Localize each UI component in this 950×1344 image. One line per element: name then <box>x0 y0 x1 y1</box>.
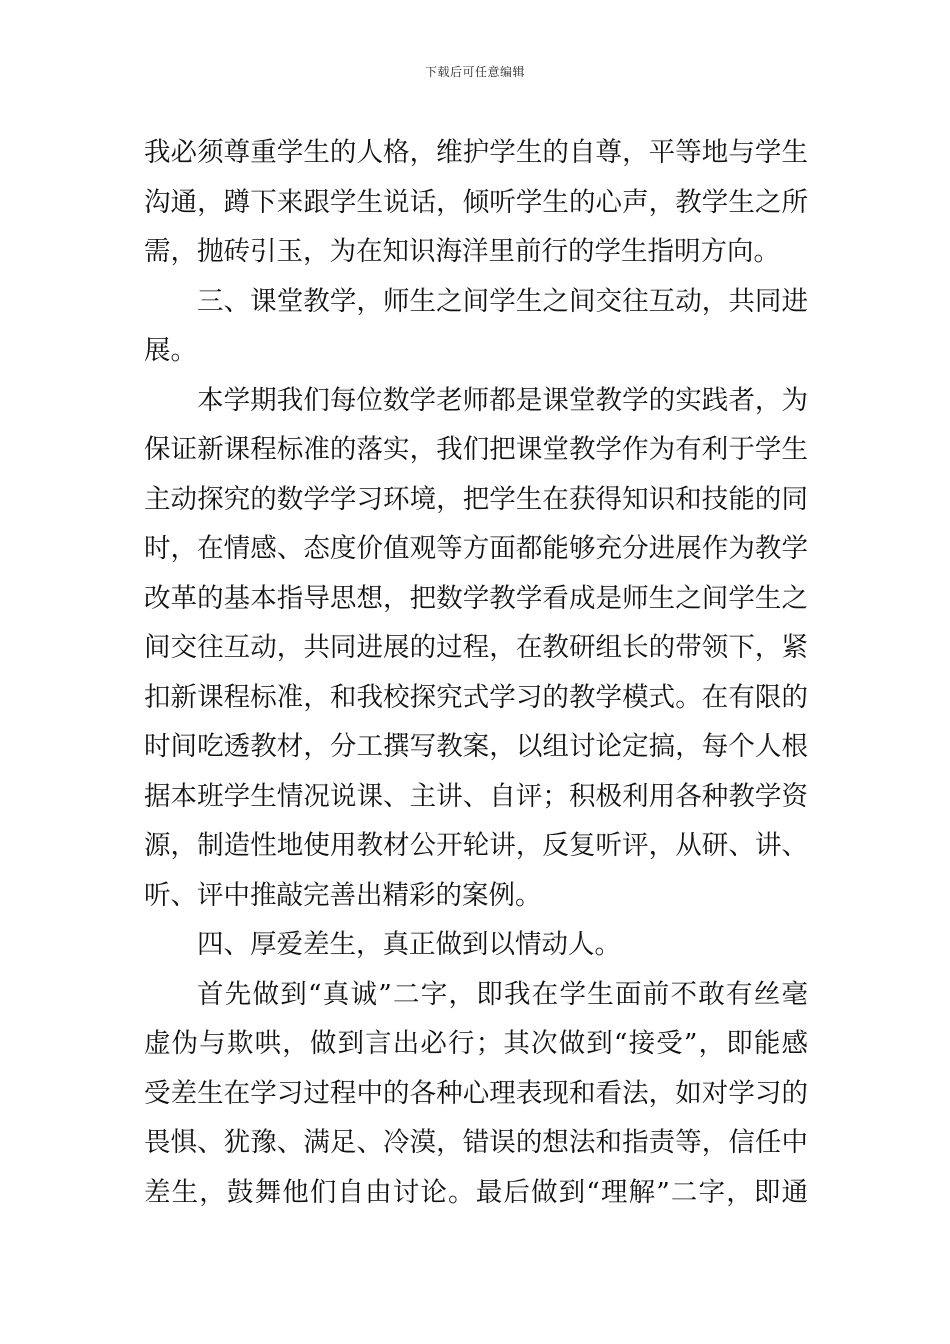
text-line: 差生，鼓舞他们自由讨论。最后做到“理解”二字，即通 <box>144 1176 808 1208</box>
text-line: 据本班学生情况说课、主讲、自评；积极利用各种教学资 <box>144 780 808 812</box>
text-line: 三、课堂教学，师生之间学生之间交往互动，共同进 <box>197 285 808 317</box>
text-line: 间交往互动，共同进展的过程，在教研组长的带领下，紧 <box>144 632 808 663</box>
text-line: 时间吃透教材，分工撰写教案，以组讨论定搞，每个人根 <box>144 731 808 762</box>
text-line: 首先做到“真诚”二字，即我在学生面前不敢有丝毫 <box>197 978 808 1010</box>
text-line: 保证新课程标准的落实，我们把课堂教学作为有利于学生 <box>144 434 808 465</box>
text-line: 受差生在学习过程中的各种心理表现和看法，如对学习的 <box>144 1077 808 1109</box>
text-line: 听、评中推敲完善出精彩的案例。 <box>144 879 542 911</box>
text-line: 我必须尊重学生的人格，维护学生的自尊，平等地与学生 <box>144 137 808 168</box>
page-header: 下载后可任意编辑 <box>424 65 525 79</box>
body-text <box>144 128 808 1217</box>
text-line: 改革的基本指导思想，把数学教学看成是师生之间学生之 <box>144 582 808 614</box>
text-line: 需，抛砖引玉，为在知识海洋里前行的学生指明方向。 <box>144 236 780 267</box>
text-line: 沟通，蹲下来跟学生说话，倾听学生的心声，教学生之所 <box>144 186 808 218</box>
text-line: 本学期我们每位数学老师都是课堂教学的实践者，为 <box>197 384 808 416</box>
text-line: 扣新课程标准，和我校探究式学习的教学模式。在有限的 <box>144 681 808 713</box>
text-line: 时，在情感、态度价值观等方面都能够充分进展作为教学 <box>144 533 808 564</box>
text-line: 展。 <box>144 335 197 366</box>
text-line: 四、厚爱差生，真正做到以情动人。 <box>197 929 621 960</box>
text-line: 畏惧、犹豫、满足、冷漠，错误的想法和指责等，信任中 <box>144 1127 808 1158</box>
text-line: 源，制造性地使用教材公开轮讲，反复听评，从研、讲、 <box>144 830 808 861</box>
text-line: 主动探究的数学学习环境，把学生在获得知识和技能的同 <box>144 483 808 515</box>
text-line: 虚伪与欺哄，做到言出必行；其次做到“接受”，即能感 <box>144 1028 808 1059</box>
